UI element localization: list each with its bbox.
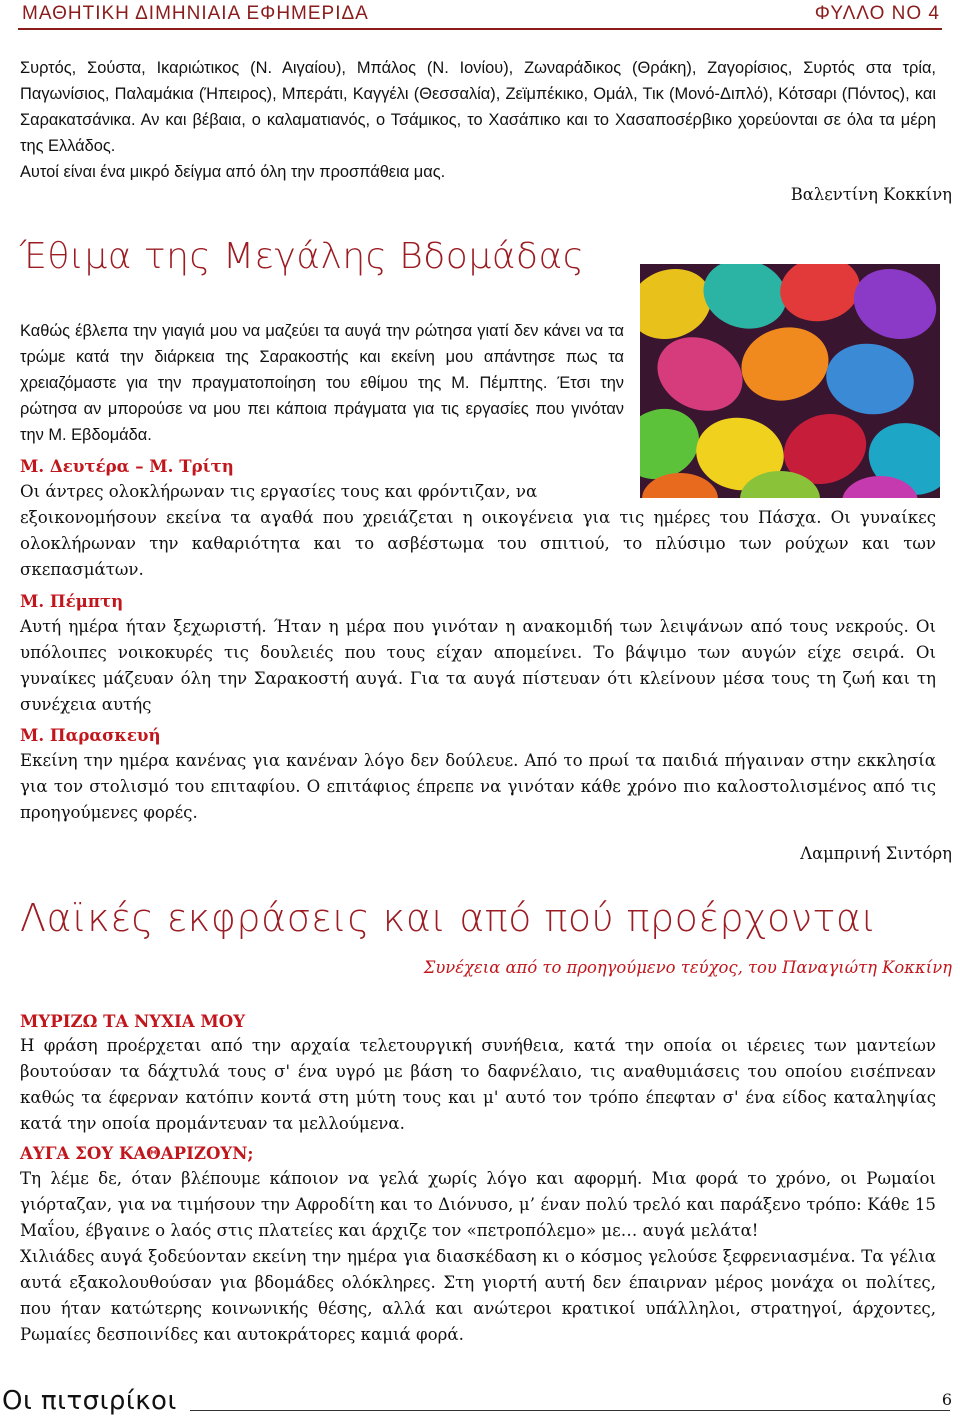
issue-number: ΦΥΛΛΟ ΝΟ 4 (814, 3, 940, 24)
article1-p1-rest: εξοικονομήσουν εκείνα τα αγαθά που χρειάζεται η οικογένεια για τις ημέρες του Πάσχα. Οι γυναίκες ολοκλήρωναν την καθαριότητα και το ασβέστωμα του σπιτιού, το πλύσιμο των ρούχων και των σκεπασμάτων. (20, 508, 936, 579)
article1-p1-line1: Οι άντρες ολοκλήρωναν τις εργασίες τους και φρόντιζαν, να (20, 482, 538, 501)
article1-p2: Αυτή ημέρα ήταν ξεχωριστή. Ήταν η μέρα που γινόταν η ανακομιδή των λειψάνων από τους νεκρούς. Οι υπόλοιπες νοικοκυρές τις δουλειές που τους είχαν απομείνει. Το βάψιμο των αυγών είχε σειρά. Οι γυναίκες μάζευαν όλη την Σαρακοστή αυγά. Για τα αυγά πίστευαν ότι κλείνουν μέσα τους τη ζωή και τη συνέχεια αυτής (20, 617, 936, 714)
footer-title: Οι πιτσιρίκοι (2, 1386, 177, 1416)
section-heading-friday: Μ. Παρασκευή (20, 725, 161, 745)
section-heading-thursday: Μ. Πέμπτη (20, 591, 124, 611)
section-heading-monday-tuesday: Μ. Δευτέρα – Μ. Τρίτη (20, 456, 234, 476)
article1-p3: Εκείνη την ημέρα κανένας για κανέναν λόγο δεν δούλευε. Από το πρωί τα παιδιά πήγαιναν στην εκκλησία για τον στολισμό του επιταφίου. Ο επιτάφιος έπρεπε να γινόταν κάθε χρόνο πιο καλοστολισμένος από τις προηγούμενες φορές. (20, 751, 936, 822)
article2-subtitle: Συνέχεια από το προηγούμενο τεύχος, του Παναγιώτη Κοκκίνη (423, 958, 952, 977)
article1-author: Λαμπρινή Σιντόρη (800, 844, 952, 863)
expression-paragraph-3: Χιλιάδες αυγά ξοδεύονταν εκείνη την ημέρα για διασκέδαση κι ο κόσμος γελούσε ξεφρενιασμένα. Τα γέλια αυτά εξακολουθούσαν για βδομάδες ολόκληρες. Στη γιορτή αυτή δεν έπαιρναν μέρος μονάχα οι πολίτες, που ήταν κατώτερης κοινωνικής θέσης, αλλά και ανώτεροι κρατικοί υπάλληλοι, στρατηγοί, άρχοντες, Ρωμαίες δεσποινίδες και αυτοκράτορες καμιά φορά. (20, 1247, 936, 1344)
expression-heading-1: ΜΥΡΙΖΩ ΤΑ ΝΥΧΙΑ ΜΟΥ (20, 1011, 246, 1031)
intro-author: Βαλεντίνη Κοκκίνη (790, 185, 952, 204)
expression-heading-2: ΑΥΓΑ ΣΟΥ ΚΑΘΑΡΙΖΟΥΝ; (20, 1143, 254, 1163)
footer-rule (190, 1410, 950, 1411)
expression-paragraph-2: Τη λέμε δε, όταν βλέπουμε κάποιον να γελά χωρίς λόγο και αφορμή. Μια φορά το χρόνο, οι Ρωμαίοι γιόρταζαν, για να τιμήσουν την Αφροδίτη και το Διόνυσο, μ’ έναν πολύ τρελό και παράξενο τρόπο: Κάθε 15 Μαΐου, έβγαινε ο λαός στις πλατείες και άρχιζε τον «πετροπόλεμο» με… αυγά μελάτα! (20, 1169, 936, 1240)
article1-intro: Καθώς έβλεπα την γιαγιά μου να μαζεύει τα αυγά την ρώτησα γιατί δεν κάνει να τα τρώμε κατά την διάρκεια της Σαρακοστής και εκείνη μου απάντησε πως τα χρειαζόμαστε για την πραγματοποίηση του εθίμου της Μ. Πέμπτης. Έτσι την ρώτησα αν μπορούσε να μου πει κάποια πράγματα για τις εργασίες που γινόταν την Μ. Εβδομάδα. (20, 322, 624, 444)
expression-paragraph-1: Η φράση προέρχεται από την αρχαία τελετουργική συνήθεια, κατά την οποία οι ιέρειες των μαντείων βουτούσαν τα δάχτυλά τους σ' ένα υγρό με βάση το δαφνέλαιο, τις αναθυμιάσεις του οποίου εισέπνεαν καθώς τα έφερναν κατόπιν κοντά στη μύτη τους και μ' αυτό τον τρόπο έπεφταν σ' ένα είδος καταληψίας κατά την οποία προμάντευαν τα μελλούμενα. (20, 1036, 936, 1133)
intro-closing: Αυτοί είναι ένα μικρό δείγμα από όλη την προσπάθεια μας. (20, 163, 446, 181)
page-number: 6 (941, 1390, 952, 1409)
article1-title: Έθιμα της Μεγάλης Βδομάδας (20, 236, 585, 277)
article2-title: Λαϊκές εκφράσεις και από πού προέρχονται (20, 896, 877, 940)
newspaper-title: ΜΑΘΗΤΙΚΗ ΔΙΜΗΝΙΑΙΑ ΕΦΗΜΕΡΙΔΑ (22, 3, 369, 24)
page-header (18, 0, 942, 30)
intro-paragraph: Συρτός, Σούστα, Ικαριώτικος (Ν. Αιγαίου), Μπάλος (Ν. Ιονίου), Ζωναράδικος (Θράκη), Ζαγορίσιος, Συρτός στα τρία, Παγωνίσιος, Παλαμάκια (Ήπειρος), Μπεράτι, Καγγέλι (Θεσσαλία), Ζεϊμπέκικο, Ομάλ, Τικ (Μονό-Διπλό), Κότσαρι (Πόντος), και Σαρακατσάνικα. Αν και βέβαια, ο καλαματιανός, ο Τσάμικος, το Χασάπικο και το Χασαποσέρβικο χορεύονται σε όλα τα μέρη της Ελλάδος. (20, 59, 936, 155)
